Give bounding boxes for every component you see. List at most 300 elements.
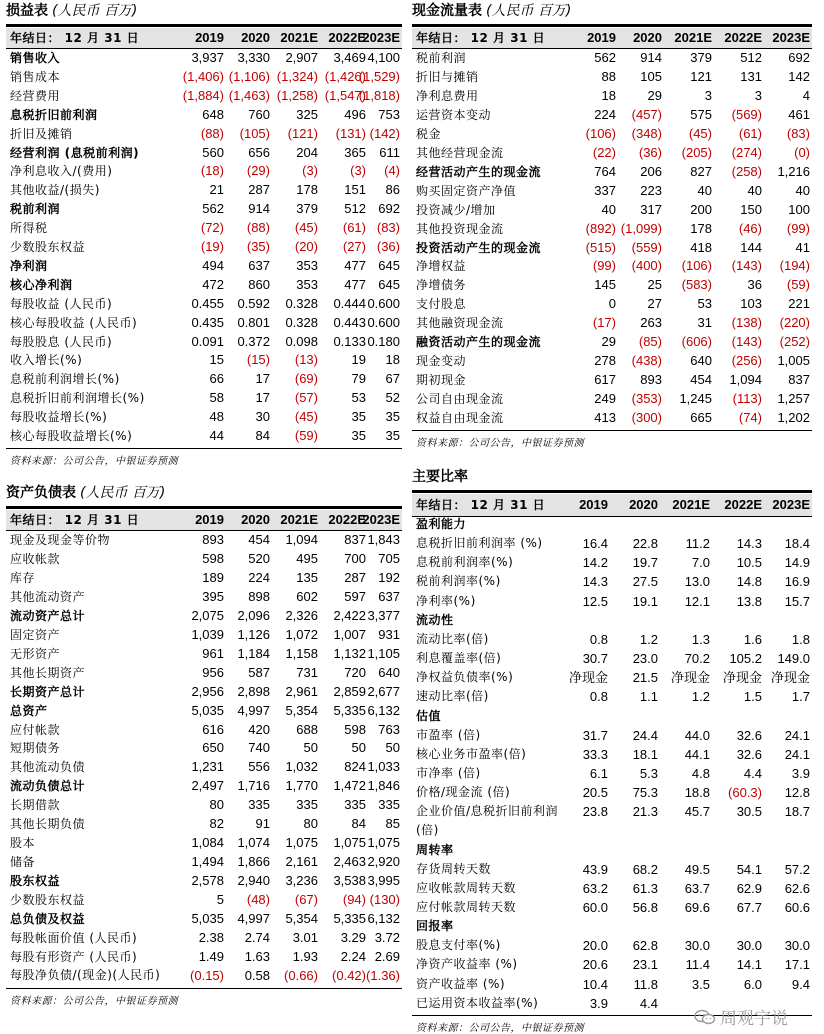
row-label: 现金及现金等价物 [10, 533, 111, 547]
row-value: 1.6 [743, 631, 762, 647]
row-value: 1,075 [333, 835, 366, 851]
row-value: 40 [601, 201, 616, 217]
row-label: 盈利能力 [416, 517, 467, 531]
row-value: 1,184 [237, 645, 270, 661]
table-row [412, 611, 812, 630]
row-value: (1,426) [324, 68, 366, 84]
row-value: 23.1 [632, 957, 658, 973]
row-value: (220) [779, 315, 810, 331]
row-value: 335 [248, 797, 270, 813]
row-value: 24.1 [784, 727, 810, 743]
table-header [412, 494, 812, 517]
row-value: (1,406) [182, 68, 224, 84]
row-value: 60.6 [784, 900, 810, 915]
row-label: 税金 [416, 126, 442, 141]
year-header: 2022E [724, 497, 762, 512]
year-header: 2020 [629, 497, 658, 512]
row-label: 所得税 [10, 221, 48, 236]
row-value: 5,035 [191, 702, 224, 718]
row-value: 86 [385, 182, 400, 198]
wechat-icon [694, 1009, 716, 1025]
row-value: 692 [378, 201, 400, 217]
row-value: 2,422 [333, 607, 366, 623]
row-value: 287 [248, 182, 270, 198]
row-value: 105 [640, 68, 662, 84]
row-value: (83) [786, 125, 810, 141]
row-value: (99) [592, 258, 616, 274]
row-value: (194) [779, 258, 810, 274]
row-value: 69.6 [684, 900, 710, 915]
row-value: 36 [747, 277, 762, 293]
row-value: 19.1 [632, 593, 658, 609]
table-header [412, 28, 812, 49]
row-value: 495 [296, 550, 318, 566]
row-value: 60.0 [582, 900, 608, 915]
row-value: 893 [202, 532, 224, 547]
row-label: 每股帐面价值 (人民币) [10, 930, 138, 945]
table-row [6, 238, 402, 257]
row-value: 763 [378, 721, 400, 737]
row-label: 总资产 [10, 703, 48, 718]
row-value: (99) [786, 220, 810, 236]
table-row [412, 553, 812, 572]
row-value: 477 [344, 276, 366, 292]
row-value: 512 [344, 201, 366, 217]
row-value: (35) [246, 239, 270, 254]
row-value: 317 [640, 201, 662, 217]
row-label: 税前利润率(%) [416, 574, 501, 589]
row-value: 61.3 [632, 880, 658, 896]
row-label: 无形资产 [10, 646, 61, 661]
panel-title-text: 资产负债表 [6, 485, 76, 501]
table-row [412, 220, 812, 239]
row-value: 2,920 [367, 854, 400, 870]
table-row [412, 201, 812, 220]
table-row [6, 333, 402, 352]
source-note: 资料来源：公司公告，中银证券预测 [10, 455, 178, 467]
row-value: (105) [239, 125, 270, 141]
panel-title [6, 0, 402, 22]
row-value: 30.5 [736, 804, 762, 820]
row-value: (0) [794, 144, 810, 160]
row-value: 221 [788, 296, 810, 312]
table-row [412, 534, 812, 553]
row-value: 144 [740, 239, 762, 255]
row-value: 1,231 [191, 759, 224, 775]
row-value: 4,997 [237, 911, 270, 926]
row-label: 其他融资现金流 [416, 316, 504, 331]
row-value: 413 [594, 410, 616, 426]
row-value: (438) [631, 353, 662, 369]
row-value: 1,472 [333, 778, 366, 794]
row-value: (205) [681, 144, 712, 160]
row-value: 11.8 [633, 976, 658, 992]
row-value: 200 [690, 201, 712, 217]
row-value: 335 [296, 797, 318, 813]
row-label: 少数股东权益 [10, 240, 86, 254]
row-value: 3,236 [285, 873, 318, 889]
row-value: 20.6 [582, 957, 608, 973]
row-label: 储备 [10, 855, 36, 870]
row-value: 1.49 [198, 948, 224, 964]
row-value: (1,258) [276, 87, 318, 103]
row-label: 总负债及权益 [10, 912, 86, 926]
row-value: 1.3 [691, 631, 710, 647]
year-header: 2022E [328, 30, 366, 45]
row-value: (60.3) [728, 785, 762, 801]
row-value: 1,005 [777, 353, 810, 369]
row-label: 运营资本变动 [416, 107, 492, 122]
table-row [412, 764, 812, 783]
row-value: 5,335 [333, 702, 366, 718]
table-row [412, 860, 812, 879]
row-value: 62.6 [784, 880, 810, 896]
row-label: 长期资产总计 [10, 684, 86, 699]
year-header: 2023E [362, 30, 400, 45]
row-value: 2,161 [285, 854, 318, 870]
row-value: 1,033 [367, 759, 400, 775]
row-value: 44.1 [684, 746, 710, 762]
row-value: 5,335 [333, 911, 366, 926]
year-header: 2019 [195, 512, 224, 527]
row-value: (88) [200, 125, 224, 141]
row-label: 销售收入 [10, 51, 61, 65]
row-value: 2,961 [285, 683, 318, 699]
year-header: 2020 [241, 30, 270, 45]
row-value: 17.1 [784, 957, 810, 973]
row-value: 0.58 [244, 967, 270, 983]
table-row [6, 967, 402, 986]
row-value: (4) [384, 163, 400, 179]
row-value: 53 [697, 296, 712, 312]
table-row [412, 515, 812, 534]
row-value: 0.600 [367, 295, 400, 311]
row-value: 454 [248, 532, 270, 547]
table-row [412, 314, 812, 333]
row-value: 337 [594, 182, 616, 198]
row-value: 700 [344, 550, 366, 566]
table-row [6, 588, 402, 607]
row-value: 1,074 [237, 835, 270, 851]
table-row [6, 815, 402, 834]
row-value: (142) [369, 125, 400, 141]
row-value: 914 [640, 50, 662, 65]
panel-title-text: 损益表 [6, 3, 48, 19]
year-header: 2019 [579, 497, 608, 512]
table-row [6, 125, 402, 144]
row-label: 股息支付率(%) [416, 938, 501, 953]
row-value: (606) [681, 334, 712, 350]
row-value: 50 [303, 740, 318, 756]
row-value: 2,578 [191, 873, 224, 889]
row-label: 收入增长(%) [10, 353, 83, 368]
row-value: 13.0 [684, 574, 710, 590]
row-value: 3.72 [374, 929, 400, 945]
row-value: 121 [690, 68, 712, 84]
row-value: (300) [631, 410, 662, 426]
row-label: 其他长期负债 [10, 817, 86, 832]
row-value: 30.0 [684, 938, 710, 954]
row-value: 3 [704, 87, 712, 103]
row-value: (130) [369, 892, 400, 908]
row-value: (61) [342, 220, 366, 236]
row-value: 48 [209, 409, 224, 425]
row-label: 股东权益 [10, 874, 61, 889]
row-value: (0.15) [190, 967, 224, 983]
row-value: 12.8 [784, 785, 810, 801]
row-value: 335 [378, 797, 400, 813]
row-label: 企业价值/息税折旧前利润(倍) [416, 804, 559, 838]
row-label: 长期借款 [10, 798, 61, 813]
row-value: 3,330 [237, 50, 270, 65]
row-value: 637 [378, 588, 400, 604]
table-row [412, 917, 812, 936]
row-value: 33.3 [582, 746, 608, 762]
row-value: 54.1 [736, 861, 762, 877]
table-row [412, 182, 812, 201]
row-value: 2,898 [237, 683, 270, 699]
row-value: 80 [209, 797, 224, 813]
row-value: 192 [378, 569, 400, 585]
row-value: (3) [350, 163, 366, 179]
panel-title-text: 现金流量表 [412, 3, 482, 19]
year-header: 2020 [241, 512, 270, 527]
table-row [412, 687, 812, 706]
row-value: 35 [385, 428, 400, 443]
panel-unit: (人民币 百万) [486, 3, 572, 19]
row-value: 1,216 [777, 163, 810, 179]
table-row [412, 106, 812, 125]
table-row [412, 802, 812, 840]
row-value: (515) [585, 239, 616, 255]
bottom-rule [412, 430, 812, 431]
table-row [412, 295, 812, 314]
table-row [412, 144, 812, 163]
row-value: 10.4 [582, 976, 608, 992]
row-value: 14.8 [736, 574, 762, 590]
row-value: (1.36) [366, 967, 400, 983]
row-value: 1,245 [679, 391, 712, 407]
row-value: 30.0 [736, 938, 762, 954]
row-value: 656 [248, 144, 270, 160]
table-row [412, 936, 812, 955]
row-label: 核心每股收益 (人民币) [10, 315, 138, 330]
table-row [412, 783, 812, 802]
row-value: 145 [594, 277, 616, 293]
row-label: 净权益负债率(%) [416, 670, 514, 685]
table-row [412, 649, 812, 668]
row-label: 息税折旧前利润率 (%) [416, 536, 543, 551]
row-value: (46) [738, 220, 762, 236]
row-value: 0.328 [285, 314, 318, 330]
row-label: 市净率 (倍) [416, 765, 481, 780]
row-value: 494 [202, 257, 224, 273]
row-label: 息税折旧前利润增长(%) [10, 391, 145, 406]
row-value: (17) [592, 315, 616, 331]
table-row [412, 87, 812, 106]
cash-flow-panel [412, 0, 812, 450]
row-value: 5.3 [639, 765, 658, 781]
row-label: 核心净利润 [10, 277, 73, 292]
row-value: 0 [608, 296, 616, 312]
row-label: 支付股息 [416, 297, 467, 312]
table-row [412, 668, 812, 687]
source-note: 资料来源：公司公告，中银证券预测 [10, 995, 178, 1007]
row-value: 3.5 [691, 976, 710, 992]
row-value: 35 [351, 409, 366, 425]
row-value: 142 [788, 68, 810, 84]
row-label: 核心每股收益增长(%) [10, 429, 133, 443]
row-value: (57) [294, 390, 318, 406]
row-value: (106) [681, 258, 712, 274]
row-value: 53 [351, 390, 366, 406]
row-value: 23.0 [632, 651, 658, 667]
table-row [6, 872, 402, 891]
row-value: 753 [378, 106, 400, 122]
row-value: (106) [585, 125, 616, 141]
row-value: 4.4 [639, 995, 658, 1011]
row-value: 16.4 [582, 536, 608, 552]
header-label: 年结日： 12 月 31 日 [416, 498, 546, 512]
bottom-rule [6, 988, 402, 989]
row-value: 0.372 [237, 333, 270, 349]
row-label: 经营活动产生的现金流 [416, 164, 542, 179]
row-label: 其他长期资产 [10, 665, 86, 680]
row-value: 1,716 [237, 778, 270, 794]
row-value: 2,677 [367, 683, 400, 699]
row-value: (348) [631, 125, 662, 141]
top-rule [412, 490, 812, 493]
table-row [6, 683, 402, 702]
row-label: 估值 [416, 708, 442, 723]
row-value: 4,100 [367, 50, 400, 65]
table-row [6, 531, 402, 550]
table-row [6, 295, 402, 314]
row-value: (74) [738, 410, 762, 426]
watermark [694, 1004, 788, 1029]
row-value: 4.8 [691, 765, 710, 781]
row-label: 短期债务 [10, 741, 61, 756]
row-value: 206 [640, 163, 662, 179]
table-row [412, 125, 812, 144]
row-value: 0.600 [367, 314, 400, 330]
row-label: 其他经营现金流 [416, 145, 504, 160]
row-label: 其他流动资产 [10, 589, 86, 604]
row-value: 58 [209, 390, 224, 406]
row-value: 178 [690, 220, 712, 236]
row-value: 6.1 [589, 765, 608, 781]
row-value: 35 [385, 409, 400, 425]
row-label: 每股有形资产 (人民币) [10, 949, 138, 964]
row-value: 21 [209, 182, 224, 198]
row-value: 1,094 [729, 372, 762, 388]
row-value: 379 [690, 50, 712, 65]
row-value: 27 [647, 296, 662, 312]
row-value: 1,866 [237, 854, 270, 870]
table-row [6, 853, 402, 872]
row-value: 418 [690, 239, 712, 255]
row-value: 18.8 [684, 785, 710, 801]
header-label: 年结日： 12 月 31 日 [10, 31, 140, 45]
year-header: 2020 [633, 30, 662, 45]
row-value: 1.2 [639, 631, 658, 647]
row-value: (1,324) [276, 68, 318, 84]
row-label: 回报率 [416, 919, 454, 934]
row-value: (1,099) [620, 220, 662, 236]
row-value: 931 [378, 626, 400, 642]
row-value: (22) [592, 144, 616, 160]
table-row [6, 219, 402, 238]
row-value: 7.0 [691, 555, 710, 571]
row-value: 1,257 [777, 391, 810, 407]
row-value: 32.6 [736, 727, 762, 743]
table-row [412, 163, 812, 182]
row-value: 0.180 [367, 333, 400, 349]
table-row [412, 879, 812, 898]
row-value: 27.5 [632, 574, 658, 590]
row-label: 公司自由现金流 [416, 392, 504, 407]
row-value: 837 [344, 532, 366, 547]
row-value: 477 [344, 257, 366, 273]
row-value: 1,094 [285, 532, 318, 547]
row-value: (45) [688, 125, 712, 141]
row-label: 少数股东权益 [10, 893, 86, 908]
row-value: 5,354 [285, 911, 318, 926]
source-note: 资料来源：公司公告，中银证券预测 [416, 1022, 584, 1034]
row-value: (559) [631, 239, 662, 255]
year-header: 2023E [362, 512, 400, 527]
row-value: 19.7 [632, 555, 658, 571]
row-value: 131 [740, 68, 762, 84]
row-value: 1.2 [691, 689, 710, 705]
row-value: 30.7 [582, 651, 608, 667]
header-label: 年结日： 12 月 31 日 [10, 513, 140, 527]
row-value: 562 [202, 201, 224, 217]
row-label: 核心业务市盈率(倍) [416, 746, 527, 761]
table-row [412, 630, 812, 649]
row-label: 库存 [10, 570, 36, 585]
row-value: 178 [296, 182, 318, 198]
row-value: 14.3 [582, 574, 608, 590]
row-label: 存货周转天数 [416, 861, 492, 876]
table-row [6, 910, 402, 929]
table-row [6, 796, 402, 815]
table-row [6, 758, 402, 777]
row-value: 13.8 [736, 593, 762, 609]
row-label: 市盈率 (倍) [416, 727, 481, 742]
row-value: 3,377 [367, 607, 400, 623]
row-value: 3.29 [340, 929, 366, 945]
row-value: 75.3 [632, 785, 658, 801]
table-row [6, 408, 402, 427]
table-row [412, 745, 812, 764]
table-row [412, 333, 812, 352]
row-value: 44 [209, 428, 224, 443]
row-value: 24.4 [632, 727, 658, 743]
table-row [6, 314, 402, 333]
row-value: 62.9 [736, 880, 762, 896]
table-row [412, 371, 812, 390]
row-value: 0.8 [589, 631, 608, 647]
year-header: 2021E [280, 30, 318, 45]
table-row [412, 975, 812, 994]
row-value: 1,132 [333, 645, 366, 661]
header-label: 年结日： 12 月 31 日 [416, 31, 546, 45]
table-row [6, 777, 402, 796]
balance-sheet-panel [6, 482, 402, 1022]
row-value: 2.69 [374, 948, 400, 964]
row-value: 249 [594, 391, 616, 407]
